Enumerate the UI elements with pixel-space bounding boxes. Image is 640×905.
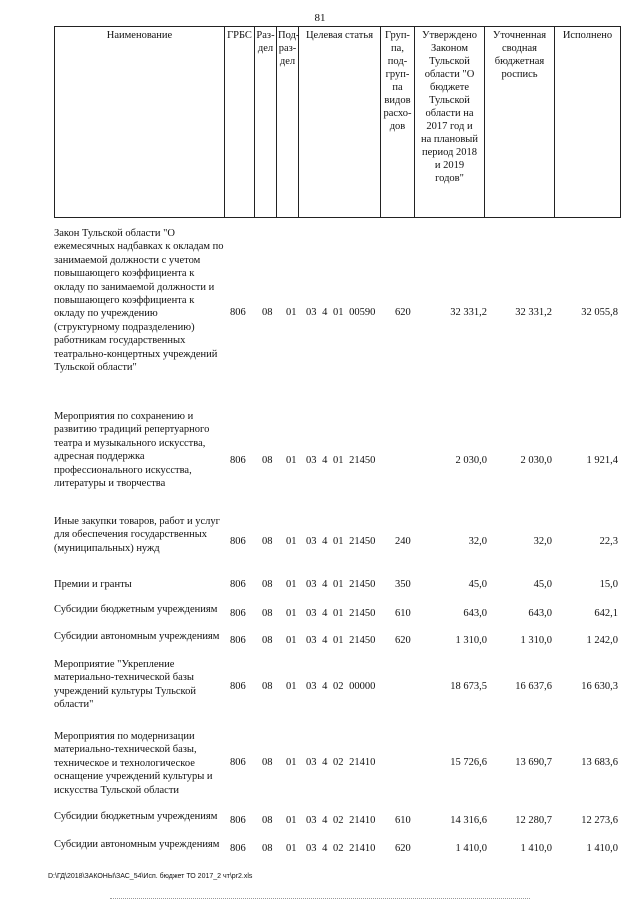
row-executed: 13 683,6 <box>581 757 618 768</box>
row-approved: 45,0 <box>468 579 487 590</box>
row-target-article: 03 4 01 21450 <box>306 579 376 590</box>
row-podrazdel: 01 <box>286 579 297 590</box>
row-podrazdel: 01 <box>286 681 297 692</box>
row-podrazdel: 01 <box>286 843 297 854</box>
row-grbs: 806 <box>230 536 246 547</box>
row-approved: 32 331,2 <box>450 307 487 318</box>
row-refined: 32 331,2 <box>515 307 552 318</box>
row-target-article: 03 4 01 21450 <box>306 455 376 466</box>
row-executed: 22,3 <box>599 536 618 547</box>
row-name: Субсидии автономным учреждениям <box>54 839 220 850</box>
row-razdel: 08 <box>262 608 273 619</box>
row-grbs: 806 <box>230 579 246 590</box>
row-grbs: 806 <box>230 635 246 646</box>
row-executed: 12 273,6 <box>581 815 618 826</box>
column-header-refined: Уточненная сводная бюджетная роспись <box>485 27 555 218</box>
row-approved: 1 310,0 <box>455 635 487 646</box>
row-refined: 32,0 <box>533 536 552 547</box>
row-podrazdel: 01 <box>286 536 297 547</box>
row-razdel: 08 <box>262 536 273 547</box>
row-expense-type: 620 <box>395 843 411 854</box>
page-number: 81 <box>314 12 326 24</box>
row-refined: 2 030,0 <box>520 455 552 466</box>
row-approved: 32,0 <box>468 536 487 547</box>
row-target-article: 03 4 01 21450 <box>306 536 376 547</box>
row-name: Субсидии бюджетным учреждениям <box>54 604 218 615</box>
row-podrazdel: 01 <box>286 815 297 826</box>
row-grbs: 806 <box>230 815 246 826</box>
row-approved: 18 673,5 <box>450 681 487 692</box>
row-podrazdel: 01 <box>286 608 297 619</box>
row-refined: 12 280,7 <box>515 815 552 826</box>
row-refined: 1 410,0 <box>520 843 552 854</box>
row-expense-type: 610 <box>395 608 411 619</box>
row-grbs: 806 <box>230 757 246 768</box>
row-podrazdel: 01 <box>286 455 297 466</box>
row-expense-type: 620 <box>395 307 411 318</box>
row-approved: 2 030,0 <box>455 455 487 466</box>
file-path-footer: D:\ГД\2018\ЗАКОНЫ\ЗАС_54\Исп. бюджет ТО 2017_2 чт\pr2.xls <box>48 873 253 880</box>
row-name: Мероприятия по сохранению и развитию традиций репертуарного театра и музыкального искусства, адресная поддержка профессионального искусства, литературы и творчества <box>54 411 210 490</box>
row-grbs: 806 <box>230 608 246 619</box>
row-target-article: 03 4 02 00000 <box>306 681 376 692</box>
row-razdel: 08 <box>262 681 273 692</box>
column-header-podrazdel: Под- раз- дел <box>277 27 299 218</box>
column-header-approved: Утверждено Законом Тульской области "О бюджете Тульской области на 2017 год и на плановый период 2018 и 2019 годов" <box>415 27 485 218</box>
row-approved: 15 726,6 <box>450 757 487 768</box>
row-approved: 1 410,0 <box>455 843 487 854</box>
row-razdel: 08 <box>262 455 273 466</box>
row-approved: 643,0 <box>463 608 487 619</box>
row-target-article: 03 4 02 21410 <box>306 757 376 768</box>
row-razdel: 08 <box>262 635 273 646</box>
row-executed: 32 055,8 <box>581 307 618 318</box>
row-podrazdel: 01 <box>286 635 297 646</box>
row-target-article: 03 4 01 00590 <box>306 307 376 318</box>
row-executed: 1 242,0 <box>586 635 618 646</box>
row-name: Мероприятия по модернизации материально-технической базы, техническое и технологическое оснащение учреждений культуры и искусства Тульской области <box>54 731 213 796</box>
row-executed: 15,0 <box>599 579 618 590</box>
budget-table-header <box>54 26 621 218</box>
row-razdel: 08 <box>262 815 273 826</box>
column-header-name: Наименование <box>55 27 225 218</box>
row-refined: 45,0 <box>533 579 552 590</box>
row-name: Иные закупки товаров, работ и услуг для обеспечения государственных (муниципальных) нужд <box>54 516 220 554</box>
row-name: Субсидии автономным учреждениям <box>54 631 220 642</box>
row-target-article: 03 4 02 21410 <box>306 815 376 826</box>
row-grbs: 806 <box>230 843 246 854</box>
row-expense-type: 350 <box>395 579 411 590</box>
row-target-article: 03 4 01 21450 <box>306 635 376 646</box>
row-podrazdel: 01 <box>286 307 297 318</box>
row-grbs: 806 <box>230 681 246 692</box>
row-grbs: 806 <box>230 307 246 318</box>
row-target-article: 03 4 02 21410 <box>306 843 376 854</box>
row-refined: 643,0 <box>528 608 552 619</box>
column-header-expense-type: Груп- па, под- груп- па видов расхо- дов <box>381 27 415 218</box>
row-name: Субсидии бюджетным учреждениям <box>54 811 218 822</box>
row-refined: 1 310,0 <box>520 635 552 646</box>
column-header-razdel: Раз- дел <box>255 27 277 218</box>
row-target-article: 03 4 01 21450 <box>306 608 376 619</box>
row-executed: 1 410,0 <box>586 843 618 854</box>
column-header-grbs: ГРБС <box>225 27 255 218</box>
row-name: Премии и гранты <box>54 579 132 590</box>
row-podrazdel: 01 <box>286 757 297 768</box>
row-executed: 642,1 <box>594 608 618 619</box>
row-executed: 16 630,3 <box>581 681 618 692</box>
row-expense-type: 610 <box>395 815 411 826</box>
column-header-executed: Исполнено <box>555 27 621 218</box>
row-refined: 13 690,7 <box>515 757 552 768</box>
row-name: Мероприятие "Укрепление материально-технической базы учреждений культуры Тульской области" <box>54 659 196 711</box>
row-executed: 1 921,4 <box>586 455 618 466</box>
row-razdel: 08 <box>262 843 273 854</box>
column-header-target-article: Целевая статья <box>299 27 381 218</box>
row-grbs: 806 <box>230 455 246 466</box>
row-razdel: 08 <box>262 579 273 590</box>
scan-artifact-line <box>110 898 530 899</box>
row-expense-type: 620 <box>395 635 411 646</box>
row-approved: 14 316,6 <box>450 815 487 826</box>
row-expense-type: 240 <box>395 536 411 547</box>
row-razdel: 08 <box>262 307 273 318</box>
row-name: Закон Тульской области "О ежемесячных надбавках к окладам по занимаемой должности с учетом повышающего коэффициента к окладу по занимаемой должности и повышающего коэффициента к окладу по учреждению (структурному подразделению) работникам государственных театрально-концертных учреждений Тульской области" <box>54 228 224 374</box>
row-razdel: 08 <box>262 757 273 768</box>
row-refined: 16 637,6 <box>515 681 552 692</box>
